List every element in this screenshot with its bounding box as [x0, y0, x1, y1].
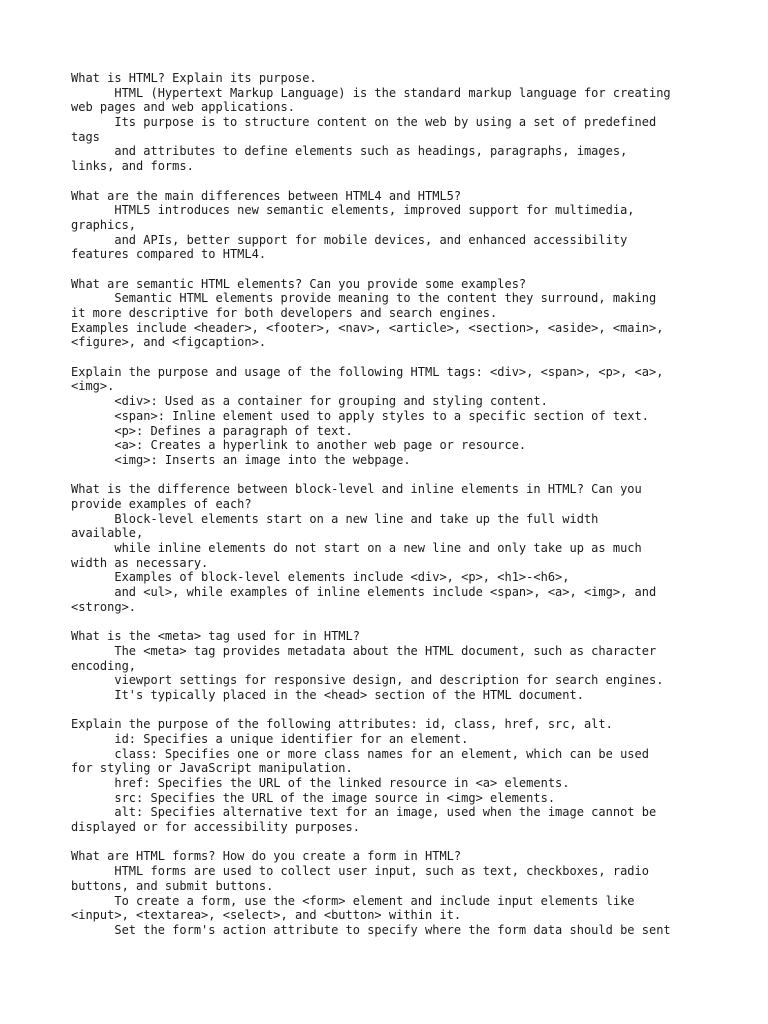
qa-block-1 — [71, 71, 711, 174]
document-page — [71, 71, 711, 952]
answer-line: encoding, — [71, 658, 137, 673]
qa-block-3 — [71, 277, 711, 350]
answer-line: HTML (Hypertext Markup Language) is the standard markup language for creating — [71, 85, 671, 100]
qa-block-2 — [71, 189, 711, 262]
answer-line: href: Specifies the URL of the linked resource in <a> elements. — [71, 776, 570, 790]
answer-line: src: Specifies the URL of the image source in <img> elements. — [71, 790, 556, 805]
answer-line: Examples of block-level elements include <div>, <p>, <h1>-<h6>, — [71, 570, 570, 585]
answer-line: <figure>, and <figcaption>. — [71, 335, 267, 350]
question-line: What are the main differences between HTML4 and HTML5? — [71, 188, 462, 203]
answer-line: id: Specifies a unique identifier for an element. — [71, 731, 469, 746]
qa-block-8 — [71, 849, 711, 937]
question-line: What are HTML forms? How do you create a form in HTML? — [71, 849, 462, 864]
answer-line: <strong>. — [71, 599, 137, 614]
question-line: provide examples of each? — [71, 496, 252, 511]
answer-line: features compared to HTML4. — [71, 247, 267, 262]
answer-line: Its purpose is to structure content on the web by using a set of predefined — [71, 115, 657, 130]
question-line: What are semantic HTML elements? Can you provide some examples? — [71, 276, 527, 291]
qa-block-7 — [71, 717, 711, 835]
answer-line: It's typically placed in the <head> section of the HTML document. — [71, 687, 584, 702]
qa-block-5 — [71, 482, 711, 614]
answer-line: width as necessary. — [71, 555, 209, 570]
answer-line: buttons, and submit buttons. — [71, 878, 274, 893]
answer-line: and attributes to define elements such as headings, paragraphs, images, — [71, 144, 628, 159]
qa-block-4 — [71, 365, 711, 468]
answer-line: <p>: Defines a paragraph of text. — [71, 423, 353, 438]
question-line: Explain the purpose of the following attributes: id, class, href, src, alt. — [71, 717, 613, 732]
answer-line: alt: Specifies alternative text for an image, used when the image cannot be — [71, 805, 657, 820]
answer-line: Block-level elements start on a new line and take up the full width — [71, 511, 599, 526]
answer-line: class: Specifies one or more class names for an element, which can be used — [71, 746, 649, 761]
answer-line: available, — [71, 526, 144, 541]
answer-line: links, and forms. — [71, 159, 194, 174]
answer-line: tags — [71, 129, 100, 144]
answer-line: graphics, — [71, 217, 137, 232]
question-line: What is the difference between block-level and inline elements in HTML? Can you — [71, 482, 642, 497]
answer-line: and APIs, better support for mobile devices, and enhanced accessibility — [71, 232, 628, 247]
answer-line: web pages and web applications. — [71, 100, 295, 115]
question-line: What is HTML? Explain its purpose. — [71, 71, 317, 85]
question-line: What is the <meta> tag used for in HTML? — [71, 629, 360, 644]
answer-line: HTML forms are used to collect user input, such as text, checkboxes, radio — [71, 864, 649, 879]
answer-line: Examples include <header>, <footer>, <nav>, <article>, <section>, <aside>, <main>, — [71, 320, 664, 335]
answer-line: <img>: Inserts an image into the webpage. — [71, 452, 411, 467]
answer-line: To create a form, use the <form> element and include input elements like — [71, 893, 635, 908]
answer-line: for styling or JavaScript manipulation. — [71, 761, 353, 776]
answer-line: <span>: Inline element used to apply styles to a specific section of text. — [71, 408, 649, 423]
answer-line: while inline elements do not start on a new line and only take up as much — [71, 541, 642, 555]
answer-line: it more descriptive for both developers and search engines. — [71, 306, 498, 320]
answer-line: The <meta> tag provides metadata about the HTML document, such as character — [71, 643, 657, 658]
answer-line: <input>, <textarea>, <select>, and <button> within it. — [71, 908, 462, 923]
answer-line: <a>: Creates a hyperlink to another web page or resource. — [71, 438, 527, 453]
answer-line: Semantic HTML elements provide meaning to the content they surround, making — [71, 291, 657, 306]
answer-line: Set the form's action attribute to specify where the form data should be sent — [71, 922, 671, 937]
answer-line: HTML5 introduces new semantic elements, improved support for multimedia, — [71, 203, 635, 218]
question-line: <img>. — [71, 379, 115, 394]
question-line: Explain the purpose and usage of the following HTML tags: <div>, <span>, <p>, <a>, — [71, 364, 664, 379]
answer-line: displayed or for accessibility purposes. — [71, 820, 360, 835]
answer-line: and <ul>, while examples of inline elements include <span>, <a>, <img>, and — [71, 585, 657, 600]
answer-line: viewport settings for responsive design, and description for search engines. — [71, 673, 664, 688]
answer-line: <div>: Used as a container for grouping and styling content. — [71, 394, 548, 409]
qa-block-6 — [71, 629, 711, 702]
